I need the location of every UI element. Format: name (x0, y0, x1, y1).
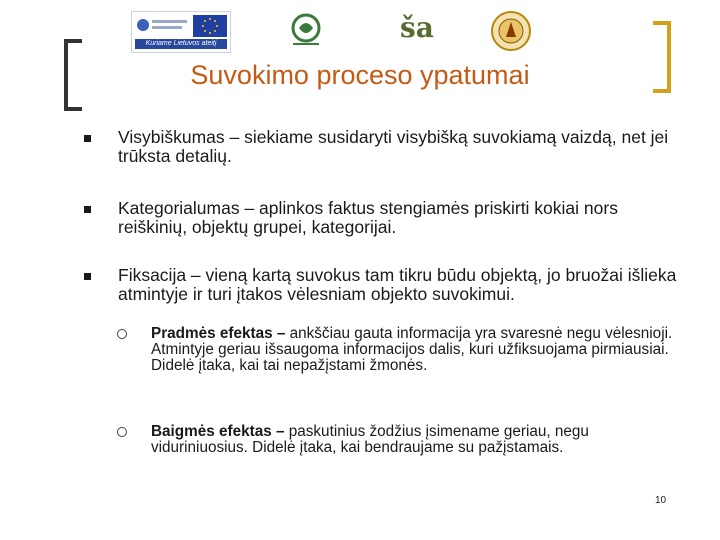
green-wreath-logo-icon (285, 12, 327, 48)
eu-funds-logo (131, 11, 231, 53)
bullet-square-icon (84, 206, 91, 213)
sa-logo: ša (400, 11, 434, 44)
school-seal-icon (490, 10, 532, 52)
right-bracket-decoration (653, 21, 671, 93)
subbullet-text (151, 424, 676, 456)
subbullet-term: Baigmės efektas – (151, 423, 285, 440)
left-bracket-decoration (64, 39, 82, 111)
eu-logo-band: Kuriame Lietuvos ateitį (135, 39, 227, 49)
bullet-square-icon (84, 273, 91, 280)
ministry-emblem-icon (135, 15, 190, 37)
logo-strip (0, 8, 720, 52)
bullet-square-icon (84, 135, 91, 142)
bullet-text: Visybiškumas – siekiame susidaryti visybišką suvokiamą vaizdą, net jei trūksta detalių. (118, 127, 669, 166)
eu-flag-icon (193, 15, 227, 37)
subbullet-body: paskutinius žodžius įsimename geriau, negu viduriniuosius. Didelė įtaka, kai bendraujame su pažįstamais. (151, 423, 589, 456)
subbullet-term: Pradmės efektas – (151, 325, 286, 342)
subbullet-body: ankščiau gauta informacija yra svaresnė negu vėlesnioji. Atmintyje geriau išsaugoma informacijos dalis, kuri užfiksuojama pirmiausiai. Didelė įtaka, kai tai nepažįstami žmonės. (151, 325, 673, 374)
bullet-text: Kategorialumas – aplinkos faktus stengiamės priskirti kokiai nors reiškinių, objektų grupei, kategorijai. (118, 198, 618, 237)
slide-title: Suvokimo proceso ypatumai (190, 60, 530, 90)
bullet-text: Fiksacija – vieną kartą suvokus tam tikru būdu objektą, jo bruožai išlieka atmintyje ir turi įtakos vėlesniam objekto suvokimui. (118, 265, 677, 304)
bullet-circle-icon (117, 329, 127, 339)
subbullet-text (151, 326, 676, 374)
page-number: 10 (655, 495, 667, 506)
bullet-circle-icon (117, 427, 127, 437)
